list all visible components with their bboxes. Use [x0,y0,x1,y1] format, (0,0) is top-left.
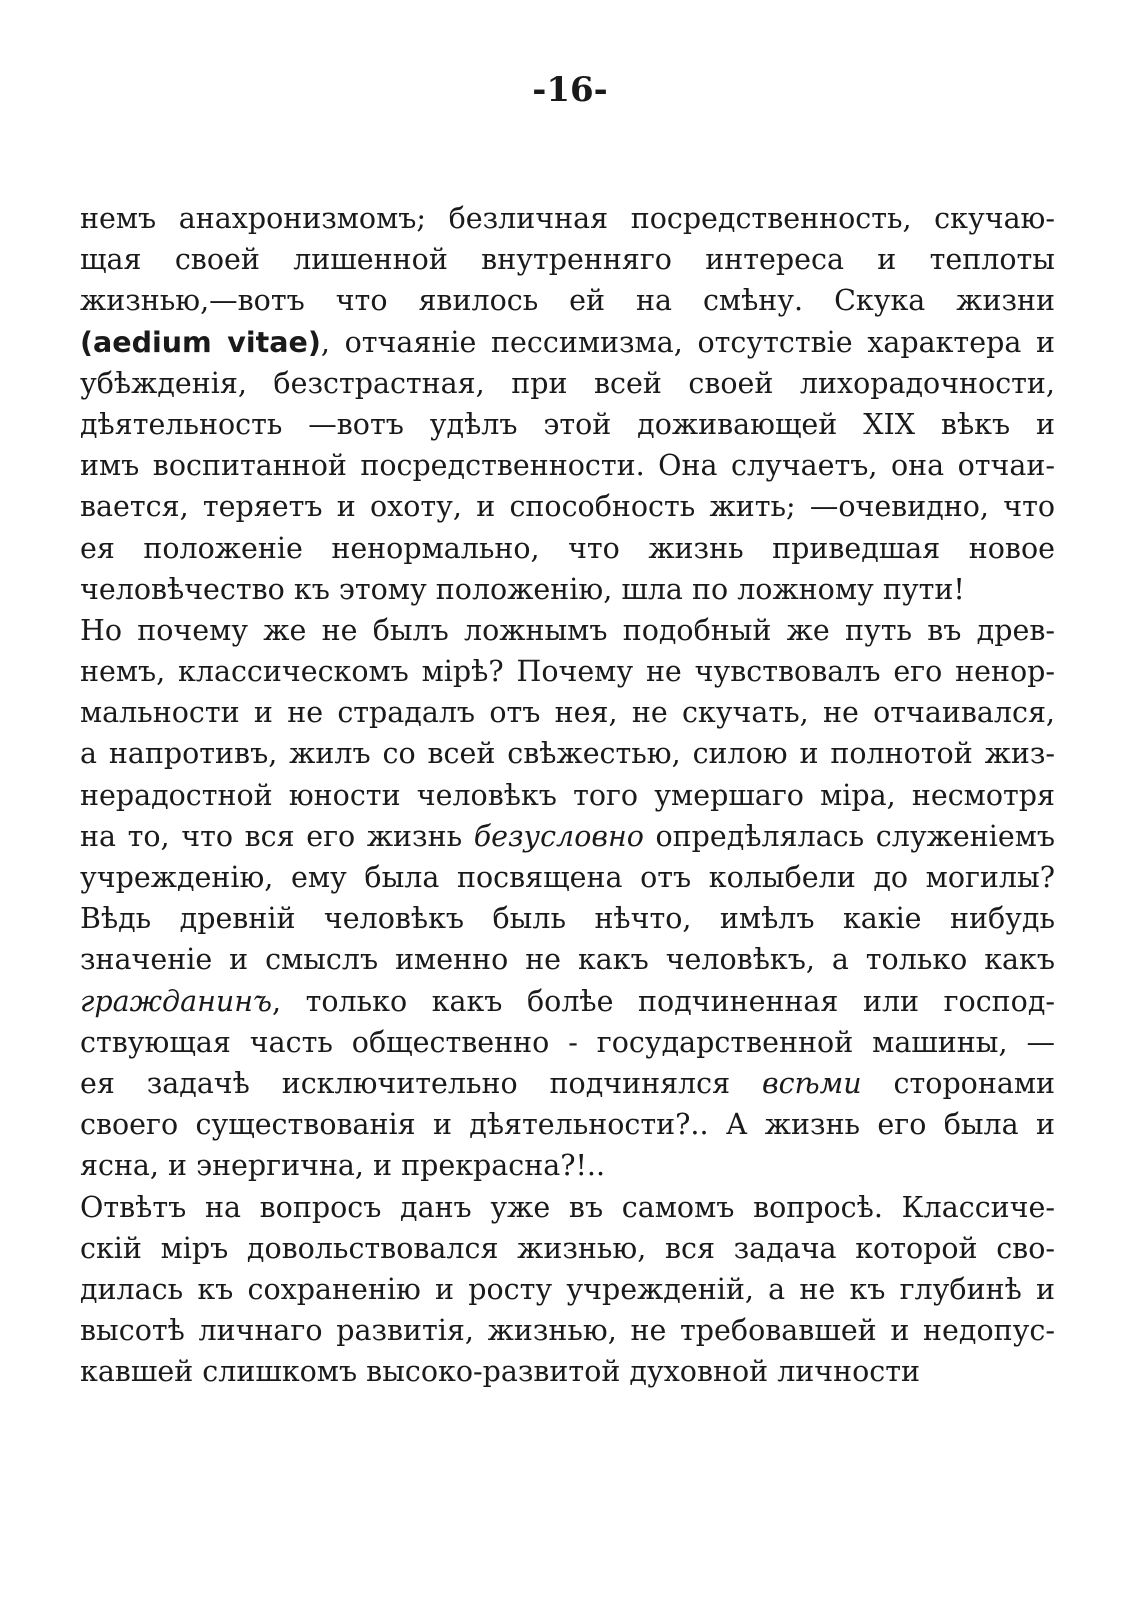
text-segment: а напротивъ, жилъ со всей свѣжестью, силою и полнотой жиз- [80,737,1055,771]
text-segment: вается, теряетъ и охоту, и способность жить; —очевидно, что [80,490,1055,524]
text-line [80,322,1055,363]
text-segment: Вѣдь древній человѣкъ быль нѣчто, имѣлъ какіе нибудь [80,902,1055,936]
text-segment: жизнью,—вотъ что явилось ей на смѣну. Скука жизни [80,284,1055,318]
text-line [80,1187,1055,1228]
text-line [80,733,1055,774]
text-segment: учрежденію, ему была посвящена отъ колыбели до могилы? [80,861,1055,894]
text-line [80,280,1055,321]
text-segment: дилась къ сохраненію и росту учрежденій, а не къ глубинѣ и [80,1272,1055,1306]
text-segment: скій міръ довольствовался жизнью, вся задача которой сво- [80,1231,1055,1265]
text-line [80,981,1055,1022]
text-segment: немъ, классическомъ мірѣ? Почему не чувствовалъ его ненор- [80,655,1055,689]
text-segment: значеніе и смыслъ именно не какъ человѣкъ, а только какъ [80,943,1055,977]
italic-text: всѣми [761,1066,862,1100]
text-segment: ясна, и энергична, и прекрасна?!.. [80,1149,606,1183]
text-segment: щая своей лишенной внутренняго интереса и теплоты [80,243,1055,277]
text-line [80,1145,1055,1186]
text-line [80,610,1055,651]
text-segment: Отвѣтъ на вопросъ данъ уже въ самомъ вопросѣ. Классиче- [80,1190,1055,1224]
text-segment: сторонами [861,1066,1055,1100]
text-segment: мальности и не страдалъ отъ нея, не скучать, не отчаивался, [80,696,1055,730]
text-line [80,445,1055,486]
text-segment: кавшей слишкомъ высоко-развитой духовной личности [80,1355,921,1389]
text-segment: опредѣлялась служеніемъ [643,819,1055,853]
text-segment: убѣжденія, безстрастная, при всей своей лихорадочности, [80,366,1055,400]
body-text [80,198,1055,1392]
text-segment: на то, что вся его жизнь [80,819,474,853]
text-segment: , только какъ болѣе подчиненная или господ- [272,984,1055,1018]
italic-text: безусловно [473,819,644,853]
text-line [80,1104,1055,1145]
text-line [80,857,1055,898]
text-line [80,775,1055,816]
text-line [80,1310,1055,1351]
text-segment: немъ анахронизмомъ; безличная посредственность, скучаю- [80,202,1055,235]
text-line [80,1269,1055,1310]
text-segment: своего существованія и дѣятельности?.. А жизнь его была и [80,1108,1055,1142]
text-line [80,528,1055,569]
page-number: -16- [532,70,608,110]
text-segment: имъ воспитанной посредственности. Она случаетъ, она отчаи- [80,449,1055,483]
text-segment: человѣчество къ этому положенію, шла по ложному пути! [80,572,965,606]
text-segment: , отчаяніе пессимизма, отсутствіе характера и [320,325,1055,359]
text-segment: дѣятельность —вотъ удѣлъ этой доживающей XIX вѣкъ и [80,407,1055,441]
text-line [80,1351,1055,1392]
text-line [80,939,1055,980]
text-line [80,404,1055,445]
text-segment: ея задачѣ исключительно подчинялся [80,1066,762,1100]
text-segment: ствующая часть общественно - государственной машины, — [80,1025,1055,1059]
text-line [80,651,1055,692]
text-line [80,1022,1055,1063]
italic-text: гражданинъ [80,984,272,1018]
text-line [80,898,1055,939]
text-line [80,692,1055,733]
text-line [80,486,1055,527]
text-segment: нерадостной юности человѣкъ того умершаго міра, несмотря [80,778,1055,812]
text-segment: ея положеніе ненормально, что жизнь приведшая новое [80,531,1055,565]
text-line [80,1063,1055,1104]
text-segment: Но почему же не былъ ложнымъ подобный же путь въ древ- [80,613,1055,647]
bold-text: (aedium vitae) [80,325,321,359]
text-line [80,198,1055,239]
text-line [80,239,1055,280]
text-line [80,363,1055,404]
text-line [80,569,1055,610]
text-line [80,1228,1055,1269]
text-segment: высотѣ личнаго развитія, жизнью, не требовавшей и недопус- [80,1314,1055,1348]
text-line [80,816,1055,857]
